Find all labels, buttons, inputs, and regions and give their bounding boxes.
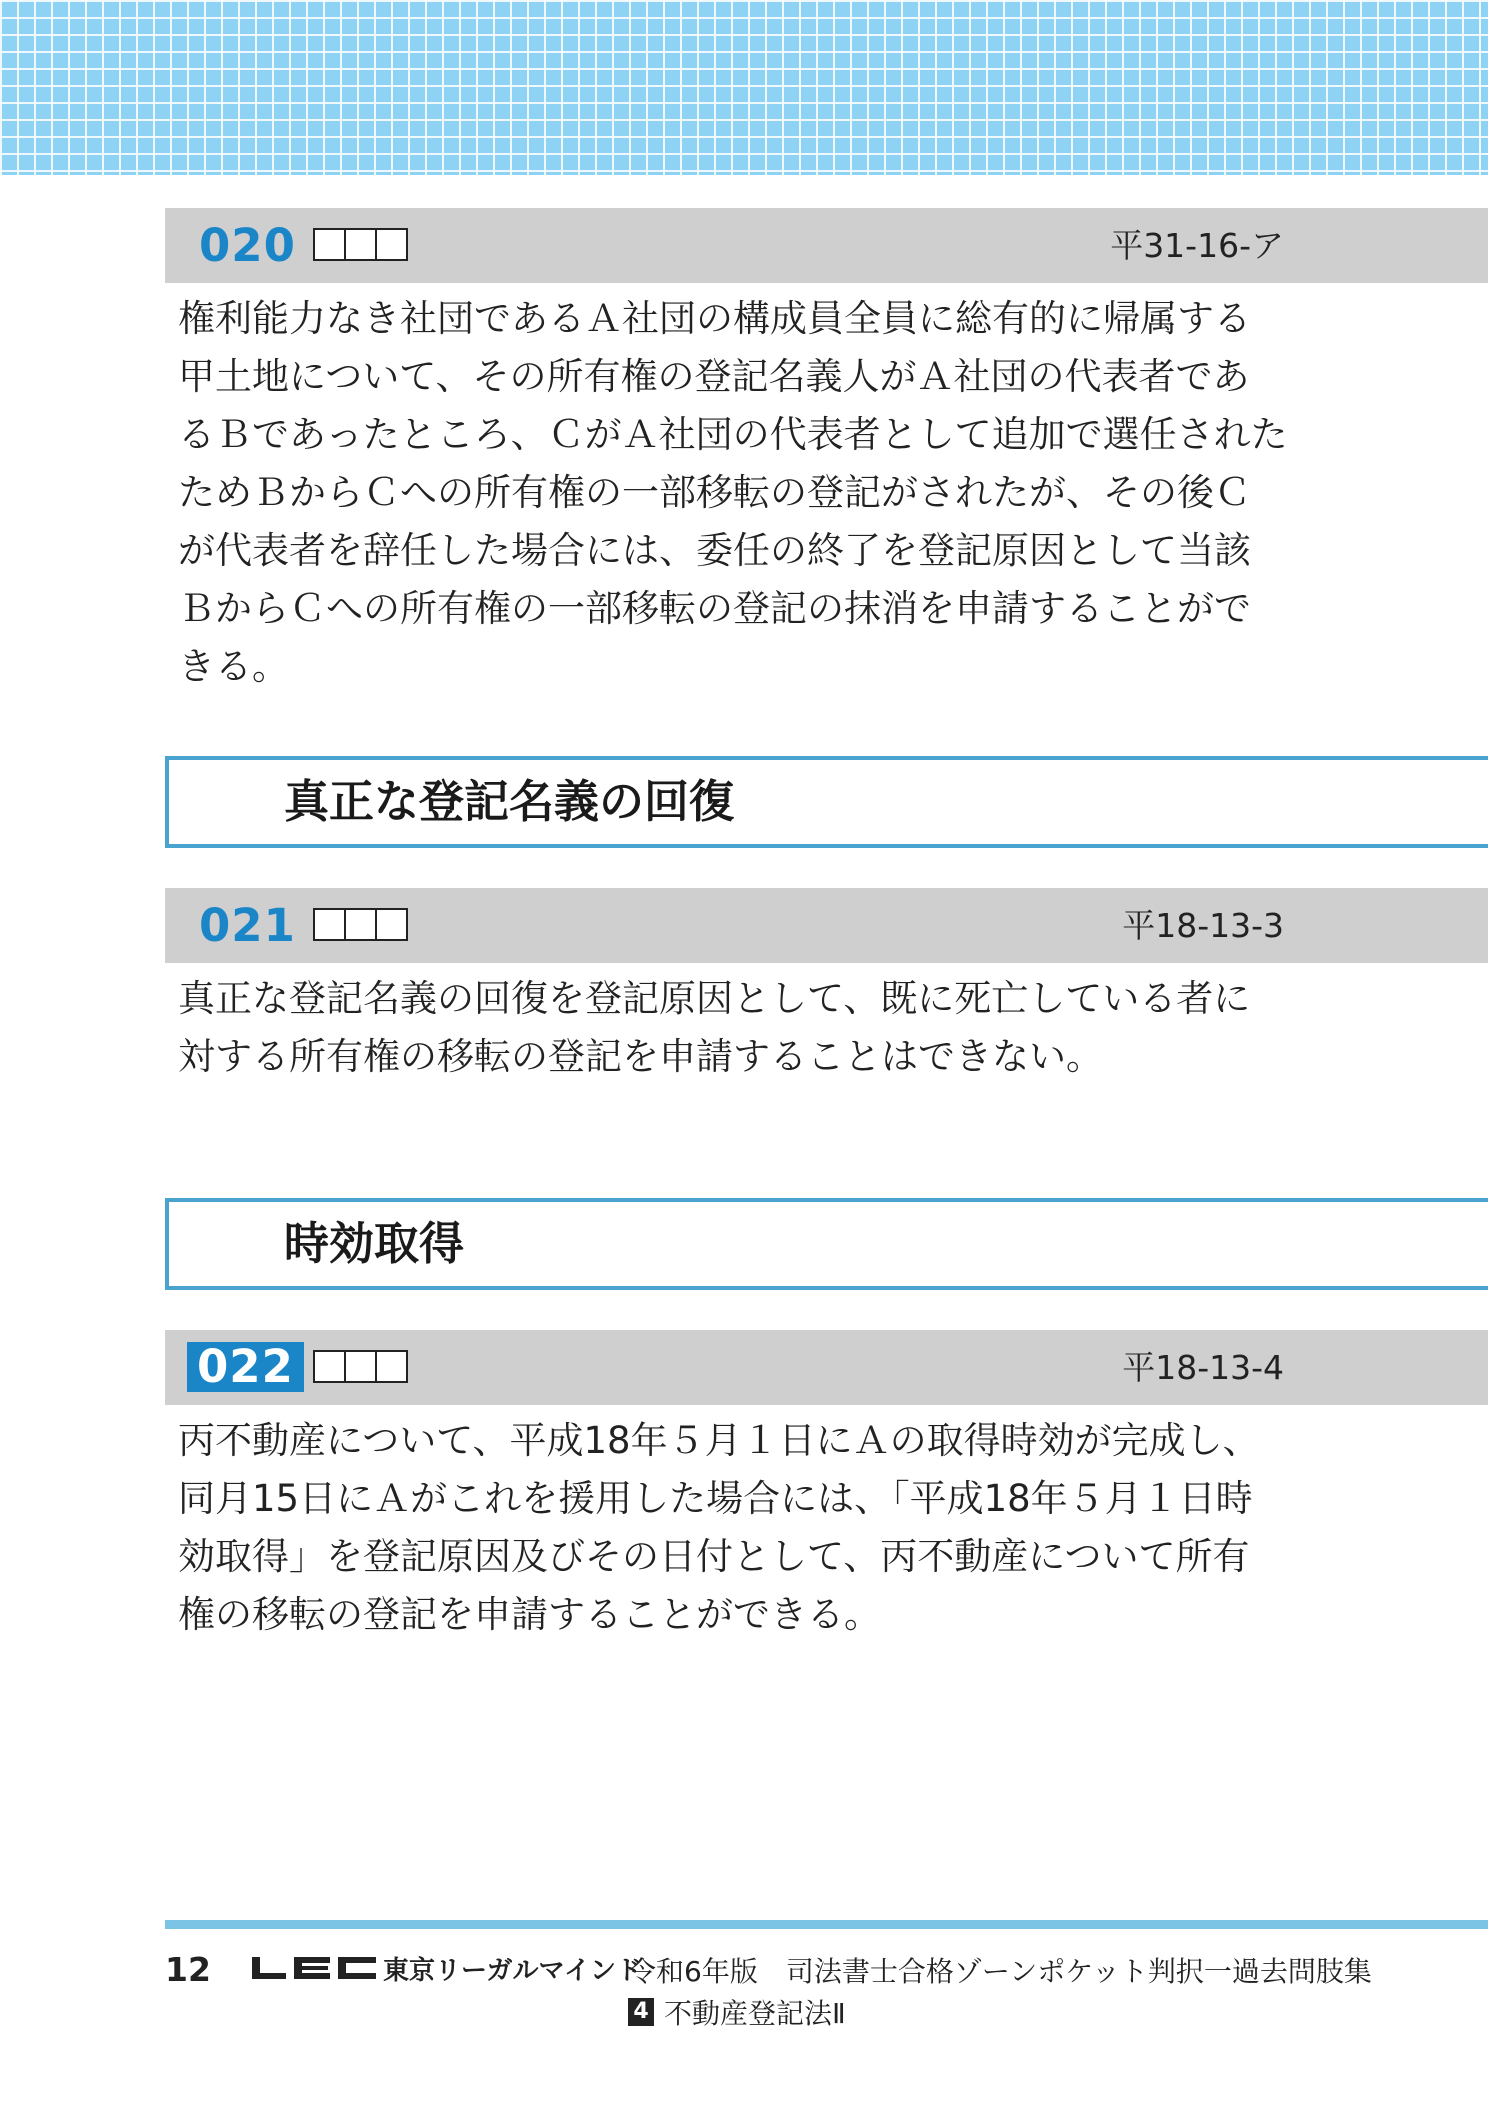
checkbox-1[interactable] xyxy=(313,228,346,261)
page-number: 12 xyxy=(165,1950,211,1989)
question-number: 021 xyxy=(199,899,296,952)
question-text-021: 真正な登記名義の回復を登記原因として、既に死亡している者に 対する所有権の移転の登記を申請することはできない。 xyxy=(178,977,1251,1078)
question-text-022: 丙不動産について、平成18年５月１日にＡの取得時効が完成し、 同月15日にＡがこれを援用した場合には、「平成18年５月１日時 効取得」を登記原因及びその日付として、丙不動産について所有 権の移転の登記を申請することができる。 xyxy=(178,1419,1260,1636)
question-header-022 xyxy=(165,1330,1488,1405)
checkbox-group[interactable] xyxy=(313,1350,406,1383)
checkbox-2[interactable] xyxy=(344,908,377,941)
question-reference: 平31-16-ア xyxy=(1110,226,1284,265)
checkbox-1[interactable] xyxy=(313,908,346,941)
question-reference: 平18-13-4 xyxy=(1122,1348,1284,1387)
volume-label xyxy=(628,1992,846,2032)
section-heading-box xyxy=(165,756,1488,848)
question-header-020 xyxy=(165,208,1488,283)
brand-name: 東京リーガルマインド xyxy=(383,1956,642,1986)
footer-divider xyxy=(165,1920,1488,1929)
section-title: 時効取得 xyxy=(284,1217,465,1270)
header-grid-decoration xyxy=(0,0,1488,175)
section-title: 真正な登記名義の回復 xyxy=(284,775,735,828)
book-title: 令和6年版 司法書士合格ゾーンポケット判択一過去問肢集 xyxy=(628,1955,1372,1988)
checkbox-2[interactable] xyxy=(344,228,377,261)
question-text-020: 権利能力なき社団であるＡ社団の構成員全員に総有的に帰属する 甲土地について、その所有権の登記名義人がＡ社団の代表者であ るＢであったところ、ＣがＡ社団の代表者として追加で選任された ためＢからＣへの所有権の一部移転の登記がされたが、その後Ｃ が代表者を辞任した場合には、委任の終了を登記原因として当該 ＢからＣへの所有権の一部移転の登記の抹消を申請することがで きる。 xyxy=(178,297,1288,688)
lec-logo-icon xyxy=(250,1953,380,1983)
question-header-021 xyxy=(165,888,1488,963)
checkbox-1[interactable] xyxy=(313,1350,346,1383)
section-heading-box xyxy=(165,1198,1488,1290)
question-number: 020 xyxy=(199,219,296,272)
question-reference: 平18-13-3 xyxy=(1122,906,1284,945)
volume-number-badge: 4 xyxy=(628,1998,654,2026)
checkbox-3[interactable] xyxy=(375,908,408,941)
checkbox-group[interactable] xyxy=(313,228,406,261)
question-number: 022 xyxy=(187,1342,304,1392)
checkbox-3[interactable] xyxy=(375,1350,408,1383)
checkbox-2[interactable] xyxy=(344,1350,377,1383)
checkbox-group[interactable] xyxy=(313,908,406,941)
volume-title: 不動産登記法Ⅱ xyxy=(664,1997,846,2030)
checkbox-3[interactable] xyxy=(375,228,408,261)
